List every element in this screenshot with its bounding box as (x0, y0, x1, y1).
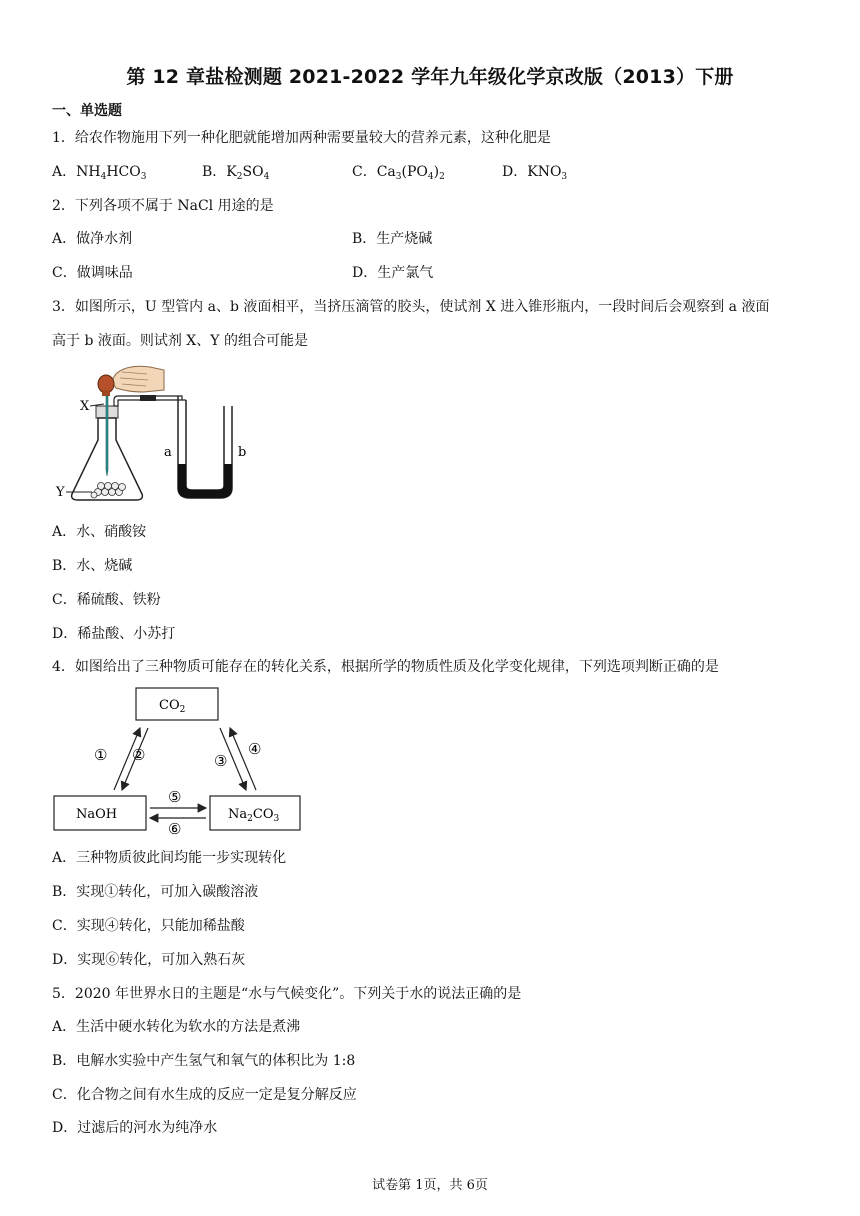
q5-option-b: B．电解水实验中产生氢气和氧气的体积比为 1:8 (52, 1053, 356, 1069)
q4-option-a: A．三种物质彼此间均能一步实现转化 (52, 850, 287, 866)
flask-u-tube-figure (52, 362, 252, 510)
section-heading: 一、单选题 (52, 103, 122, 119)
question-2-stem: 2．下列各项不属于 NaCl 用途的是 (52, 198, 274, 214)
naoh-label: NaOH (76, 807, 118, 822)
label-x: X (80, 399, 90, 414)
q2-option-c: C．做调味品 (52, 265, 133, 281)
dropper-tube (106, 396, 108, 476)
na2co3-label: $Na_2CO_3$ (228, 807, 280, 824)
q3-option-c: C．稀硫酸、铁粉 (52, 592, 161, 608)
dropper-bulb-icon (98, 375, 114, 396)
q3-option-b: B．水、烧碱 (52, 558, 133, 574)
q5-option-a: A．生活中硬水转化为软水的方法是煮沸 (52, 1019, 301, 1035)
question-5-stem: 5．2020 年世界水日的主题是“水与气候变化”。下列关于水的说法正确的是 (52, 986, 522, 1002)
connector (140, 395, 156, 401)
label-5: ⑤ (168, 788, 182, 806)
hand-icon (112, 366, 164, 392)
conversion-diagram (52, 686, 304, 836)
label-1: ① (94, 746, 108, 764)
q5-option-c: C．化合物之间有水生成的反应一定是复分解反应 (52, 1087, 357, 1103)
page-footer: 试卷第 1页，共 6页 (372, 1178, 488, 1193)
q1-option-c: C．$Ca_3(PO_4)_2$ (352, 164, 445, 182)
label-a: a (164, 445, 172, 460)
label-4: ④ (248, 740, 262, 758)
solid-y-pellets (91, 483, 126, 499)
q2-option-a: A．做净水剂 (52, 231, 133, 247)
q1-option-b: B．$K_2SO_4$ (202, 164, 270, 182)
label-y: Y (56, 485, 65, 500)
question-1-stem: 1．给农作物施用下列一种化肥就能增加两种需要量较大的营养元素，这种化肥是 (52, 130, 551, 146)
q2-option-d: D．生产氯气 (352, 265, 434, 281)
arrow-4 (230, 728, 256, 790)
q1-option-a: A．$NH_4HCO_3$ (52, 164, 147, 182)
q2-option-b: B．生产烧碱 (352, 231, 433, 247)
q4-option-c: C．实现④转化，只能加稀盐酸 (52, 918, 245, 934)
co2-label: $CO_2$ (159, 698, 186, 715)
q1-option-d: D．$KNO_3$ (502, 164, 568, 182)
q3-option-a: A．水、硝酸铵 (52, 524, 147, 540)
q3-option-d: D．稀盐酸、小苏打 (52, 626, 176, 642)
label-3: ③ (214, 752, 228, 770)
question-3-stem-line2: 高于 b 液面。则试剂 X、Y 的组合可能是 (52, 333, 308, 349)
label-6: ⑥ (168, 820, 182, 836)
question-4-stem: 4．如图给出了三种物质可能存在的转化关系，根据所学的物质性质及化学变化规律，下列选项判断正确的是 (52, 659, 719, 675)
question-3-stem-line1: 3．如图所示，U 型管内 a、b 液面相平，当挤压滴管的胶头，使试剂 X 进入锥形瓶内，一段时间后会观察到 a 液面 (52, 299, 770, 315)
q5-option-d: D．过滤后的河水为纯净水 (52, 1120, 218, 1136)
label-2: ② (132, 746, 146, 764)
page-title: 第 12 章盐检测题 2021-2022 学年九年级化学京改版（2013）下册 (126, 66, 734, 88)
q4-option-d: D．实现⑥转化，可加入熟石灰 (52, 952, 246, 968)
label-b: b (238, 445, 247, 460)
q4-option-b: B．实现①转化，可加入碳酸溶液 (52, 884, 259, 900)
